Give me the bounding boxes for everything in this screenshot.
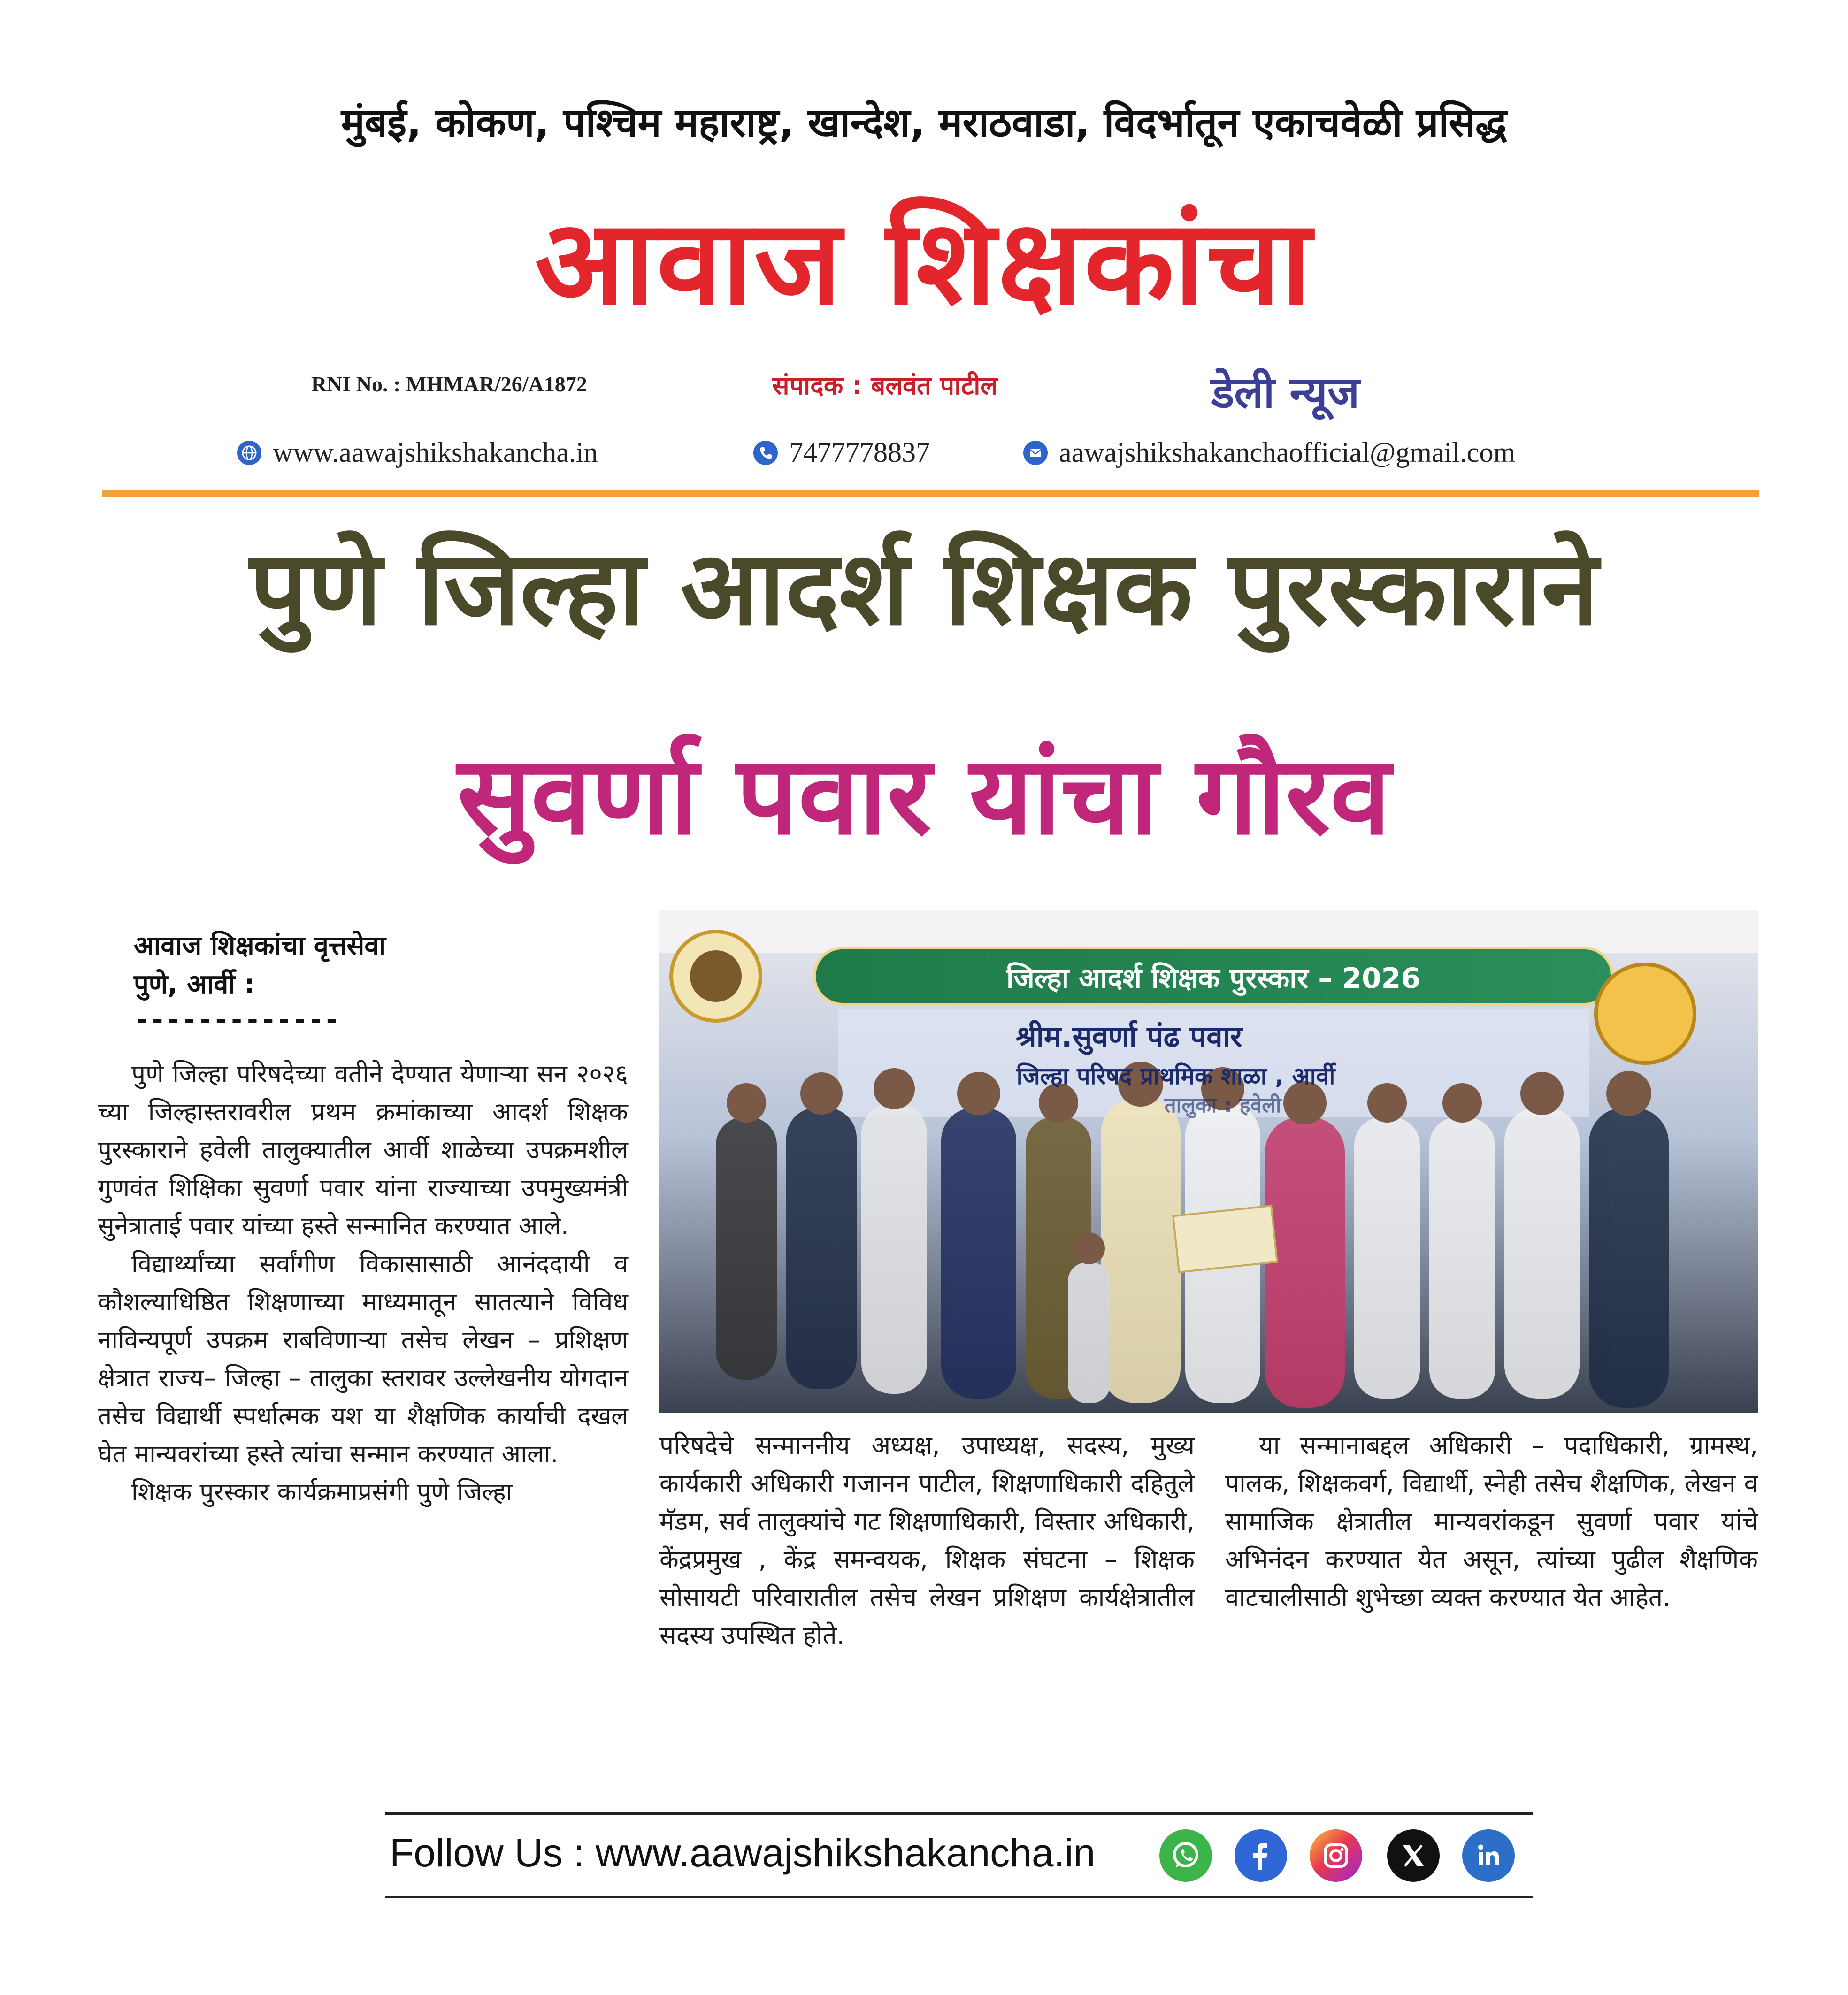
dateline	[134, 927, 386, 1004]
edition-label: डेली न्यूज	[1211, 367, 1360, 418]
banner-title: जिल्हा आदर्श शिक्षक पुरस्कार – 2026	[1006, 962, 1421, 995]
footer-bottom-rule	[385, 1896, 1533, 1898]
banner-taluka: तालुका : हवेली	[1164, 1093, 1281, 1117]
masthead-tagline: मुंबई, कोकण, पश्चिम महाराष्ट्र, खान्देश, मराठवाडा, विदर्भातून एकाचवेळी प्रसिद्ध	[341, 99, 1507, 145]
dateline-separator: -------------	[134, 1004, 340, 1035]
email-icon	[1023, 441, 1048, 465]
award-ceremony-photo	[659, 910, 1758, 1413]
footer-top-rule	[385, 1812, 1533, 1815]
whatsapp-icon[interactable]	[1159, 1829, 1212, 1882]
article-paragraph: या सन्मानाबद्दल अधिकारी – पदाधिकारी, ग्रामस्थ, पालक, शिक्षकवर्ग, विद्यार्थी, स्नेही तसेच शैक्षणिक, लेखन व सामाजिक क्षेत्रातील मान्यवरांकडून सुवर्णा पवार यांचे अभिनंदन करण्यात येत असून, त्यांच्या पुढील शैक्षणिक वाटचालीसाठी शुभेच्छा व्यक्त करण्यात येत आहेत.	[1225, 1431, 1758, 1612]
article-column-2: परिषदेचे सन्माननीय अध्यक्ष, उपाध्यक्ष, सदस्य, मुख्य कार्यकारी अधिकारी गजानन पाटील, शिक्षणाधिकारी दहितुले मॅडम, सर्व तालुक्यांचे गट शिक्षणाधिकारी, विस्तार अधिकारी, केंद्रप्रमुख , केंद्र समन्वयक, शिक्षक संघटना – शिक्षक सोसायटी परिवारातील तसेच लेखन प्रशिक्षण कार्यक्षेत्रातील सदस्य उपस्थित होते.	[659, 1431, 1195, 1650]
editor-credit: संपादक : बलवंत पाटील	[772, 371, 998, 400]
article-paragraph: पुणे जिल्हा परिषदेच्या वतीने देण्यात येणाऱ्या सन २०२६ च्या जिल्हास्तरावरील प्रथम क्रमांकाच्या आदर्श शिक्षक पुरस्काराने हवेली तालुक्यातील आर्वी शाळेच्या उपक्रमशील गुणवंत शिक्षिका सुवर्णा पवार यांना राज्याच्या उपमुख्यमंत्री सुनेत्राताई पवार यांच्या हस्ते सन्मानित करण्यात आले.	[98, 1060, 628, 1240]
phone-icon	[753, 441, 778, 465]
facebook-icon[interactable]	[1235, 1829, 1287, 1882]
dateline-place: पुणे, आर्वी :	[134, 969, 255, 1000]
website-text[interactable]: www.aawajshikshakancha.in	[273, 437, 598, 468]
article-paragraph: शिक्षक पुरस्कार कार्यक्रमाप्रसंगी पुणे जिल्हा	[131, 1478, 513, 1506]
email-contact[interactable]	[1023, 436, 1515, 469]
website-contact[interactable]	[237, 436, 598, 469]
news-service: आवाज शिक्षकांचा वृत्तसेवा	[134, 931, 386, 961]
instagram-icon[interactable]	[1310, 1829, 1362, 1882]
phone-contact[interactable]	[753, 436, 930, 469]
rni-number: RNI No. : MHMAR/26/A1872	[311, 372, 587, 396]
follow-us-text[interactable]: Follow Us : www.aawajshikshakancha.in	[390, 1831, 1096, 1875]
email-text[interactable]: aawajshikshakanchaofficial@gmail.com	[1059, 437, 1516, 468]
phone-text[interactable]: 7477778837	[789, 437, 930, 468]
masthead-divider	[102, 490, 1759, 497]
linkedin-icon[interactable]	[1462, 1829, 1515, 1882]
headline-line-2: सुवर्णा पवार यांचा गौरव	[457, 732, 1391, 859]
article-paragraph: विद्यार्थ्यांच्या सर्वांगीण विकासासाठी आनंददायी व कौशल्याधिष्ठित शिक्षणाच्या माध्यमातून सातत्याने विविध नाविन्यपूर्ण उपक्रम राबविणाऱ्या तसेच लेखन – प्रशिक्षण क्षेत्रात राज्य– जिल्हा – तालुका स्तरावर उल्लेखनीय योगदान तसेच विद्यार्थी स्पर्धात्मक यश या शैक्षणिक कार्याची दखल घेत मान्यवरांच्या हस्ते त्यांचा सन्मान करण्यात आला.	[98, 1250, 628, 1468]
article-column-3	[1225, 1427, 1758, 1617]
globe-icon	[237, 441, 261, 465]
x-icon[interactable]	[1387, 1829, 1440, 1882]
banner-name: श्रीम.सुवर्णा पंढ पवार	[1015, 1019, 1242, 1054]
newspaper-brand-title: आवाज शिक्षकांचा	[535, 194, 1313, 331]
headline-line-1: पुणे जिल्हा आदर्श शिक्षक पुरस्काराने	[250, 529, 1598, 648]
banner-school: जिल्हा परिषद प्राथमिक शाळा , आर्वी	[1016, 1062, 1335, 1090]
article-column-1	[98, 1055, 628, 1511]
